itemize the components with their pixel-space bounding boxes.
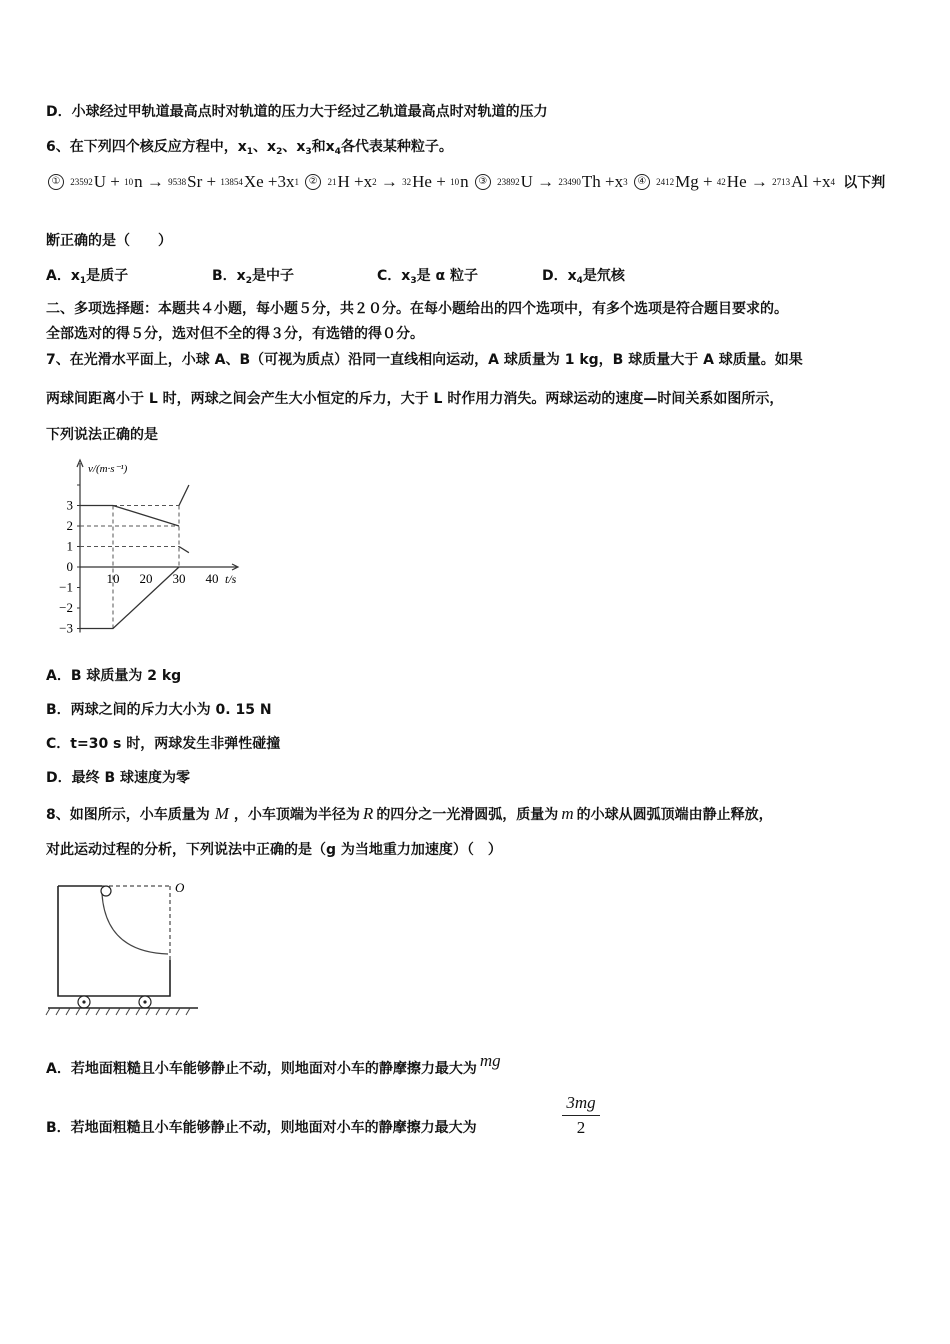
eq-number-1: ① <box>48 174 64 190</box>
y-tick-label: −1 <box>59 579 73 595</box>
q6-option-a: A．$x_1$是质子 <box>46 268 129 286</box>
x-tick-label: 30 <box>172 571 186 586</box>
y-tick-label: 2 <box>66 518 73 533</box>
x-tick-label: 20 <box>139 571 153 586</box>
q8-stem-2: 对此运动过程的分析，下列说法中正确的是（g 为当地重力加速度）（ ） <box>46 842 502 858</box>
cart-figure <box>40 878 210 1018</box>
y-tick-label: −3 <box>59 620 73 636</box>
q7-option-d: D．最终 B 球速度为零 <box>46 770 191 786</box>
q6-option-c: C．$x_3$是 α 粒子 <box>377 268 478 286</box>
q8-option-a: A．若地面粗糙且小车能够静止不动，则地面对小车的静摩擦力最大为 mg <box>46 1051 501 1077</box>
q8-stem-1: 8、如图所示，小车质量为 M ，小车顶端为半径为 R 的四分之一光滑圆弧，质量为 m 的小球从圆弧顶端由静止释放， <box>46 804 773 823</box>
chart-series <box>80 485 189 629</box>
y-axis-label: v/(m·s⁻¹) <box>88 463 128 475</box>
eq-number-2: ② <box>305 174 321 190</box>
quarter-arc <box>102 894 168 954</box>
series-middle-after <box>179 547 189 553</box>
q6-stem: 6、在下列四个核反应方程中，$x_1$、$x_2$、$x_3$和$x_4$各代表某种粒子。 <box>46 139 453 157</box>
q6-stem-continued: 断正确的是（ ） <box>46 233 172 249</box>
q6-option-d: D．$x_4$是氘核 <box>542 268 625 286</box>
y-tick-label: 3 <box>66 497 73 513</box>
q6-equations: ① 23592U + 10n → 9538Sr + 13854Xe +3x1 ② 21H +x2 → 32He + 10n ③ 23892U → 23490Th +x3 ④ 2412Mg + 42He → 2713Al +x4 以下判 <box>46 171 885 201</box>
q8-option-b: B．若地面粗糙且小车能够静止不动，则地面对小车的静摩擦力最大为 <box>46 1120 477 1136</box>
eq-number-4: ④ <box>634 174 650 190</box>
q7-option-b: B．两球之间的斥力大小为 0. 15 N <box>46 702 272 718</box>
velocity-time-graph <box>40 455 290 645</box>
ball <box>101 886 111 896</box>
q6-option-b: B．$x_2$是中子 <box>212 268 294 286</box>
q7-stem-2: 两球间距离小于 L 时，两球之间会产生大小恒定的斥力，大于 L 时作用力消失。两球运动的速度—时间关系如图所示， <box>46 391 784 407</box>
series-upper <box>80 506 179 527</box>
q7-option-a: A．B 球质量为 2 kg <box>46 668 182 684</box>
series-lower <box>80 567 179 629</box>
chart-ticks <box>59 485 218 636</box>
fraction-3mg-over-2: $\frac{3mg}{2}$ <box>562 1093 600 1138</box>
label-o: O <box>175 880 185 895</box>
x-tick-label: 40 <box>205 571 219 586</box>
q7-stem-3: 下列说法正确的是 <box>46 427 158 443</box>
section2-instructions-1: 二、多项选择题：本题共４小题，每小题５分，共２０分。在每小题给出的四个选项中，有多个选项是符合题目要求的。 <box>46 301 788 317</box>
x-axis-label: t/s <box>225 572 237 586</box>
ground-hatch <box>46 1008 190 1015</box>
series-upper-after <box>179 485 189 506</box>
section2-instructions-2: 全部选对的得５分，选对但不全的得３分，有选错的得０分。 <box>46 326 424 342</box>
eq-number-3: ③ <box>475 174 491 190</box>
q5-option-d: D．小球经过甲轨道最高点时对轨道的压力大于经过乙轨道最高点时对轨道的压力 <box>46 104 548 120</box>
cart-body <box>58 886 170 996</box>
q7-option-c: C．t=30 s 时，两球发生非弹性碰撞 <box>46 736 281 752</box>
y-tick-label: 1 <box>66 538 73 554</box>
x-tick-label: 10 <box>106 571 120 586</box>
q7-stem-1: 7、在光滑水平面上，小球 A、B（可视为质点）沿同一直线相向运动，A 球质量为 1 kg，B 球质量大于 A 球质量。如果 <box>46 352 803 368</box>
y-tick-label: 0 <box>66 559 73 574</box>
y-tick-label: −2 <box>59 600 73 615</box>
